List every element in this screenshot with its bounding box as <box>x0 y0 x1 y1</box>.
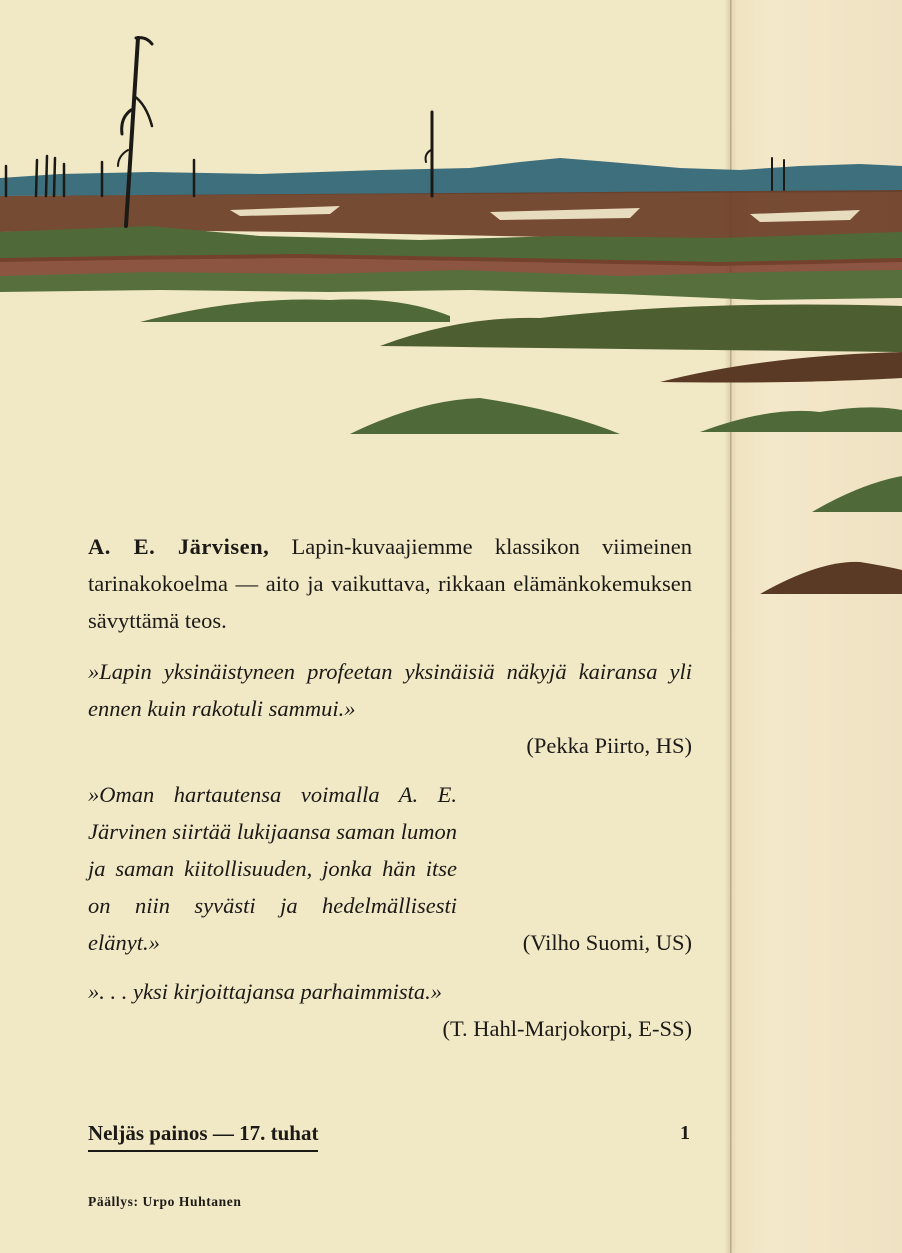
review-quote: »Lapin yksinäistyneen profeetan yksinäisiä näkyjä kairansa yli ennen kuin rakotuli sammui.» <box>88 659 692 721</box>
hummock <box>700 407 902 432</box>
review-quote: »Oman hartautensa voimalla A. E. Järvinen siirtää lukijaansa saman lumon ja saman kiitollisuuden, jonka hän itse on niin syvästi ja hedelmällisesti elänyt.» <box>88 782 457 955</box>
hummock <box>660 352 902 383</box>
author-name: A. E. Järvisen, <box>88 534 270 559</box>
hummock <box>350 398 620 434</box>
edition-info: Neljäs painos — 17. tuhat <box>88 1118 318 1152</box>
page-number: 1 <box>680 1122 690 1144</box>
review-source: (T. Hahl-Marjokorpi, E-SS) <box>442 1016 692 1041</box>
hummock <box>380 305 902 353</box>
intro-text: Lapin-kuvaajiemme klassikon viimeinen tarinakokoelma — aito ja vaikuttava, rikkaan elämänkokemuksen sävyttämä teos. <box>88 534 693 633</box>
review-source: (Vilho Suomi, US) <box>522 930 692 955</box>
cover-credit: Päällys: Urpo Huhtanen <box>88 1194 242 1209</box>
hummock <box>760 562 902 594</box>
review-quote: ». . . yksi kirjoittajansa parhaimmista.» <box>88 979 442 1004</box>
blurb-text <box>88 528 692 1059</box>
intro-paragraph <box>88 528 692 639</box>
lapland-landscape-illustration <box>0 0 902 620</box>
review-source: (Pekka Piirto, HS) <box>526 733 692 758</box>
hummock <box>812 476 902 512</box>
horizon-hills <box>0 158 902 196</box>
marsh-band-green-2 <box>0 270 902 300</box>
hummock <box>140 299 450 322</box>
